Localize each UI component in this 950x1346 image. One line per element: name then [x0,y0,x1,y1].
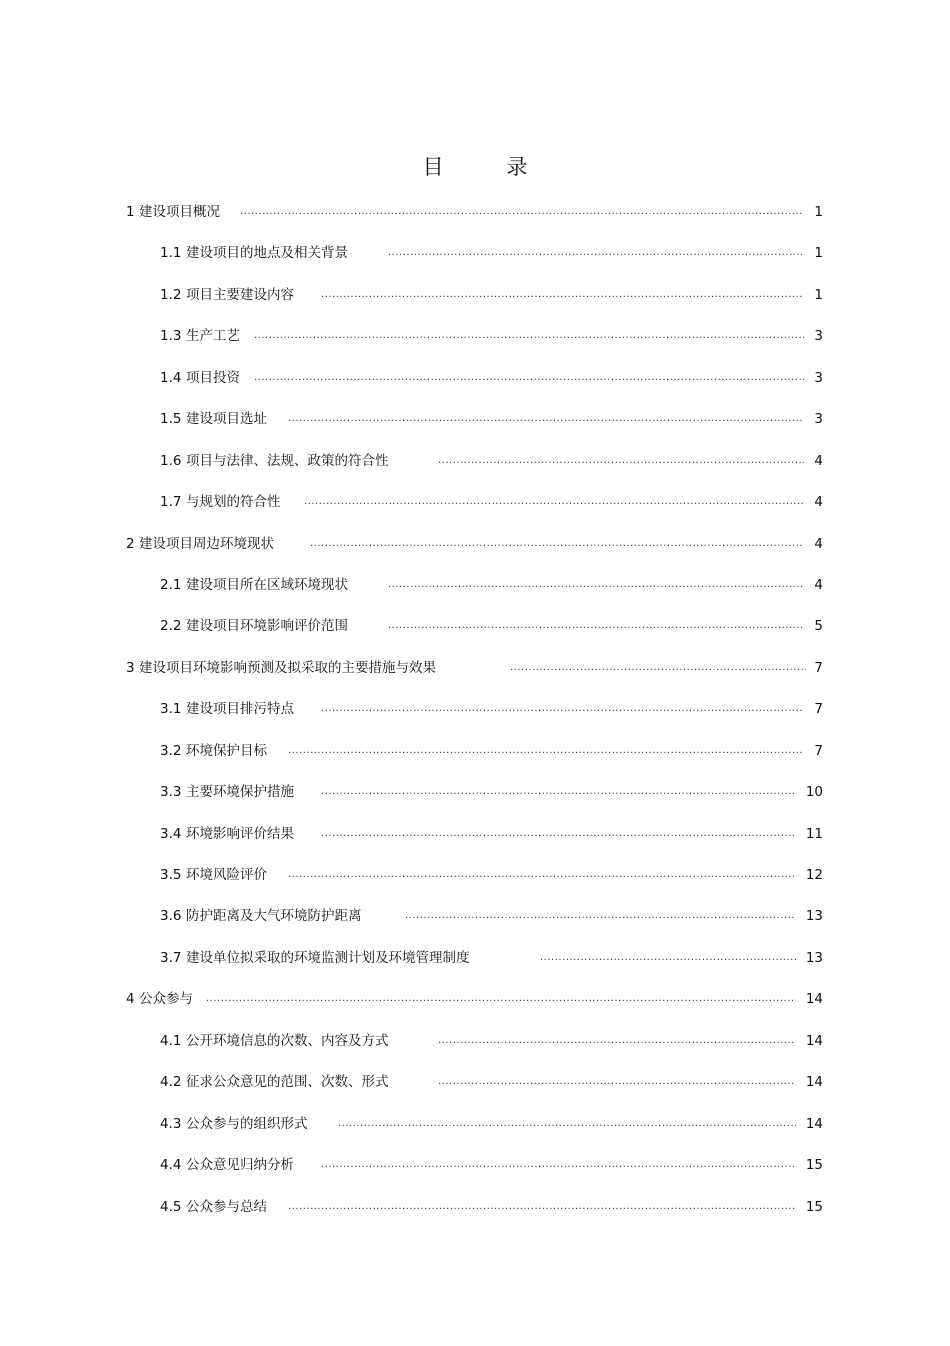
toc-dot-leader [321,826,796,842]
toc-page-number: 4 [814,494,823,511]
toc-page-number: 4 [814,535,823,552]
toc-page-number: 1 [814,286,823,303]
toc-entry-number: 3.7 [160,949,182,966]
toc-page-number: 13 [805,908,823,925]
toc-entry-title: 建设项目环境影响评价范围 [186,618,348,635]
toc-entry[interactable] [0,608,950,649]
toc-entry-number: 1.2 [160,286,182,303]
toc-entry-number: 4.4 [160,1157,182,1174]
toc-page-number: 14 [805,1115,823,1132]
toc-entry-title: 建设项目环境影响预测及拟采取的主要措施与效果 [139,659,436,676]
toc-entry-title: 公众参与总结 [186,1198,267,1215]
toc-entry[interactable] [0,1106,950,1147]
toc-entry-title: 建设项目概况 [139,204,220,220]
toc-entry[interactable] [0,1147,950,1188]
toc-page-number: 14 [805,991,823,1008]
toc-dot-leader [288,411,804,427]
toc-dot-leader [288,1199,796,1215]
toc-entry-number: 2.1 [160,576,182,593]
toc-entry-number: 1.7 [160,494,182,511]
toc-entry[interactable] [0,857,950,898]
toc-entry-title: 建设项目选址 [186,411,267,428]
toc-dot-leader [240,204,804,220]
toc-page-number: 12 [805,867,823,883]
toc-entry-number: 3.2 [160,742,182,759]
toc-entry-number: 4.5 [160,1198,182,1215]
toc-entry-number: 3.6 [160,908,182,925]
toc-entry[interactable] [0,1023,950,1064]
toc-entry[interactable] [0,1064,950,1105]
toc-entry-title: 征求公众意见的范围、次数、形式 [186,1074,389,1091]
toc-dot-leader [510,660,806,676]
toc-entry-number: 4 [126,991,135,1008]
toc-dot-leader [438,453,804,469]
toc-entry[interactable] [0,277,950,318]
toc-page-number: 14 [805,1074,823,1091]
toc-entry-number: 3.4 [160,825,182,842]
toc-entry-title: 项目投资 [186,369,240,386]
toc-entry-number: 1.1 [160,245,182,262]
toc-entry[interactable] [0,816,950,857]
toc-page-number: 4 [814,452,823,469]
toc-dot-leader [304,494,804,510]
toc-entry-number: 1.4 [160,369,182,386]
toc-page-number: 3 [814,369,823,386]
toc-entry-number: 4.1 [160,1032,182,1049]
toc-entry[interactable] [0,318,950,359]
toc-entry[interactable] [0,981,950,1022]
toc-entry[interactable] [0,360,950,401]
toc-entry[interactable] [0,443,950,484]
toc-dot-leader [405,908,796,924]
toc-page-number: 13 [805,949,823,966]
toc-entry[interactable] [0,733,950,774]
toc-entry[interactable] [0,526,950,567]
toc-entry-number: 2.2 [160,618,182,635]
toc-entry[interactable] [0,484,950,525]
toc-dot-leader [438,1074,796,1090]
toc-dot-leader [288,743,804,759]
toc-entry[interactable] [0,691,950,732]
toc-page-number: 7 [814,742,823,759]
toc-dot-leader [338,1116,796,1132]
toc-entry-number: 4.2 [160,1074,182,1091]
toc-page-number: 3 [814,328,823,345]
toc-entry[interactable] [0,650,950,691]
toc-entry[interactable] [0,774,950,815]
toc-page-number: 1 [814,204,823,220]
toc-page-number: 7 [814,701,823,718]
toc-dot-leader [206,991,796,1007]
toc-entry-title: 公众参与 [139,991,193,1008]
toc-entry-title: 防护距离及大气环境防护距离 [186,908,362,925]
toc-entry[interactable] [0,235,950,276]
toc-entry[interactable] [0,940,950,981]
toc-page-number: 15 [805,1157,823,1174]
toc-entry-number: 3 [126,659,135,676]
toc-entry-title: 项目与法律、法规、政策的符合性 [186,452,389,469]
toc-entry-number: 3.3 [160,784,182,801]
toc-dot-leader [540,950,796,966]
toc-entry-title: 环境保护目标 [186,742,267,759]
toc-entry-title: 环境风险评价 [186,867,267,883]
toc-page-number: 7 [814,659,823,676]
toc-entry-title: 建设项目所在区域环境现状 [186,576,348,593]
toc-entry-title: 建设单位拟采取的环境监测计划及环境管理制度 [186,949,470,966]
toc-entry-title: 公众意见归纳分析 [186,1157,294,1174]
table-of-contents [0,194,950,1230]
toc-page-number: 4 [814,576,823,593]
toc-dot-leader [388,245,804,261]
toc-dot-leader [321,1157,796,1173]
toc-entry-title: 环境影响评价结果 [186,825,294,842]
toc-dot-leader [388,618,804,634]
toc-entry-title: 生产工艺 [186,328,240,345]
toc-dot-leader [388,577,804,593]
toc-entry-number: 1.3 [160,328,182,345]
toc-dot-leader [321,784,796,800]
toc-entry-title: 建设项目排污特点 [186,701,294,718]
toc-entry-number: 1.5 [160,411,182,428]
toc-dot-leader [288,867,796,883]
toc-page-number: 10 [805,784,823,801]
toc-dot-leader [254,328,804,344]
toc-entry-title: 公开环境信息的次数、内容及方式 [186,1032,389,1049]
toc-entry-title: 项目主要建设内容 [186,286,294,303]
toc-entry-number: 3.5 [160,867,182,883]
toc-page-number: 3 [814,411,823,428]
toc-page-number: 11 [805,825,823,842]
toc-entry-title: 主要环境保护措施 [186,784,294,801]
toc-dot-leader [254,370,804,386]
toc-dot-leader [310,536,804,552]
toc-entry-title: 建设项目周边环境现状 [139,535,274,552]
toc-entry[interactable] [0,401,950,442]
toc-entry-number: 3.1 [160,701,182,718]
toc-entry-number: 1.6 [160,452,182,469]
toc-entry-number: 2 [126,535,135,552]
toc-entry-number: 1 [126,204,135,220]
toc-entry-number: 4.3 [160,1115,182,1132]
toc-entry[interactable] [0,1189,950,1230]
toc-page-number: 1 [814,245,823,262]
toc-title: 目 录 [422,155,556,179]
toc-page-number: 15 [805,1198,823,1215]
toc-dot-leader [321,287,804,303]
toc-entry[interactable] [0,898,950,939]
toc-dot-leader [321,701,804,717]
toc-entry[interactable] [0,567,950,608]
toc-page-number: 5 [814,618,823,635]
toc-dot-leader [438,1033,796,1049]
toc-entry-title: 建设项目的地点及相关背景 [186,245,348,262]
toc-entry[interactable] [0,194,950,235]
toc-entry-title: 与规划的符合性 [186,494,281,511]
toc-entry-title: 公众参与的组织形式 [186,1115,308,1132]
toc-page-number: 14 [805,1032,823,1049]
